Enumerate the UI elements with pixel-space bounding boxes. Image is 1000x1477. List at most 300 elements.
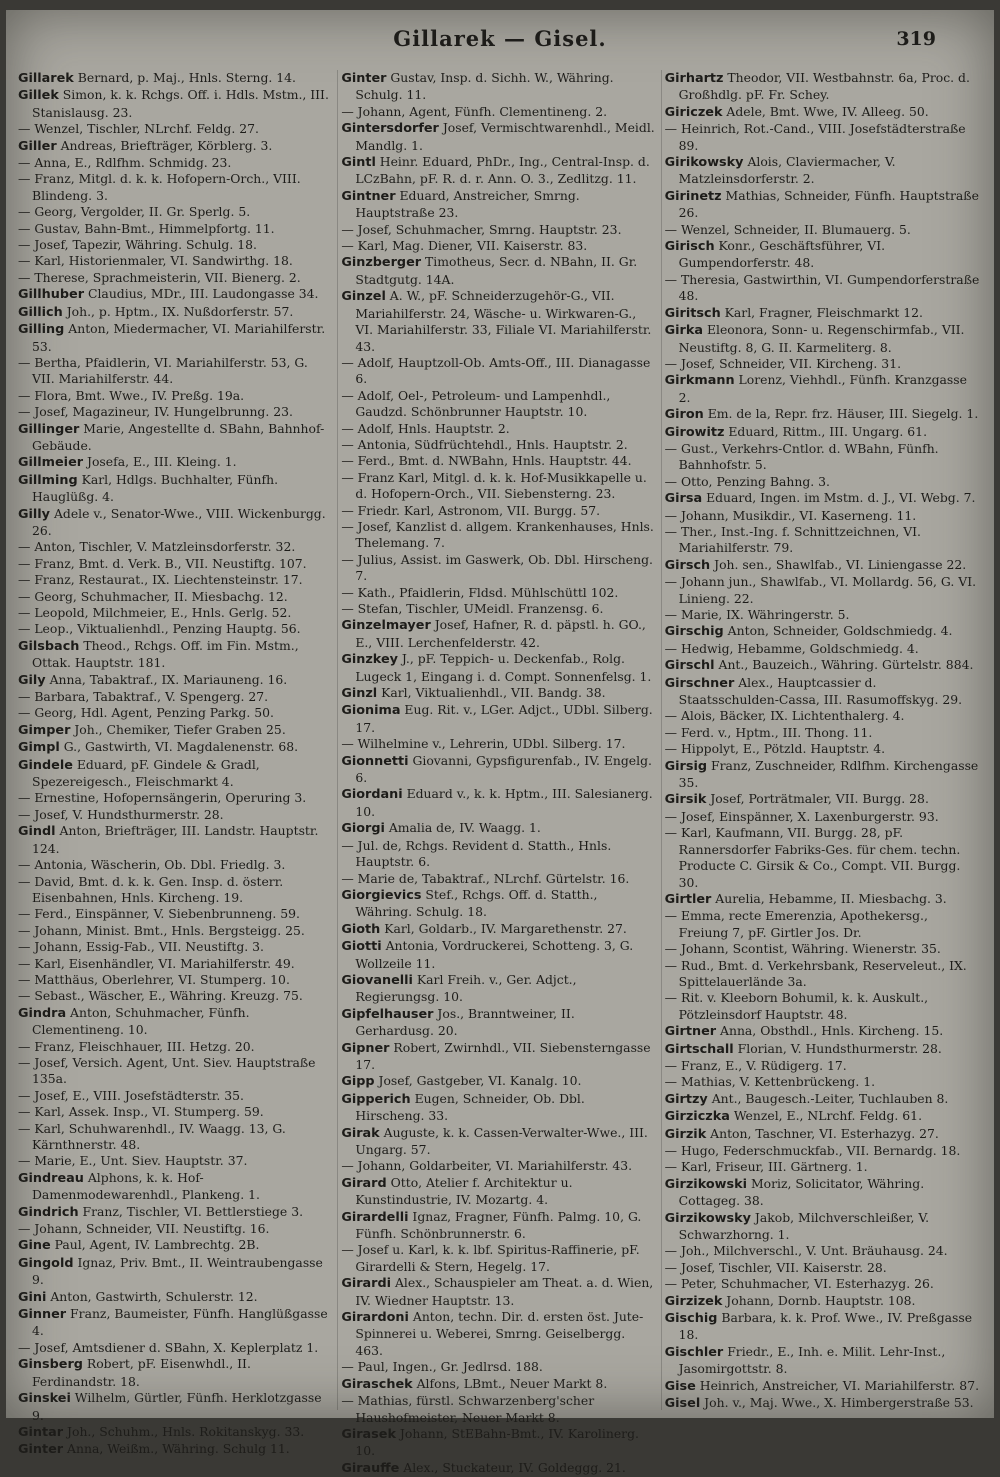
entry-details: Anton, Schneider, Goldschmiedg. 4. <box>723 623 953 639</box>
directory-entry <box>18 1039 333 1055</box>
entry-details: Timotheus, Secr. d. NBahn, II. Gr. Stadtgutg. 14A. <box>355 254 638 287</box>
directory-entry <box>341 871 656 887</box>
entry-surname: Gillming <box>18 472 78 488</box>
entry-surname: Girisch <box>664 239 715 255</box>
entry-details: Anton, techn. Dir. d. ersten öst. Jute-Spinnerei u. Weberei, Smrng. Geiselbergg. 463. <box>355 1309 644 1358</box>
directory-entry <box>341 972 656 1006</box>
entry-details: — Barbara, Tabaktraf., V. Spengerg. 27. <box>18 689 269 705</box>
entry-details: Anna, Weißm., Währing. Schulg 11. <box>63 1441 290 1457</box>
directory-entry <box>18 1306 333 1340</box>
entry-surname: Gilling <box>18 322 65 338</box>
entry-details: — Franz Karl, Mitgl. d. k. k. Hof-Musikkapelle u. d. Hofopern-Orch., VII. Siebensterng. 23. <box>341 469 647 502</box>
entry-details: Alex., Stuckateur, IV. Goldeggg. 21. <box>399 1459 626 1475</box>
entry-surname: Girauffe <box>341 1460 400 1476</box>
directory-entry <box>18 1104 333 1120</box>
directory-entry <box>665 70 980 104</box>
directory-entry <box>665 825 980 891</box>
directory-entry <box>341 1175 656 1209</box>
entry-details: — Julius, Assist. im Gaswerk, Ob. Dbl. Hirscheng. 7. <box>341 551 653 584</box>
entry-details: Anna, Obsthdl., Hnls. Kircheng. 15. <box>716 1023 944 1039</box>
directory-entry <box>665 1276 980 1292</box>
directory-entry <box>341 1242 656 1275</box>
directory-entry <box>341 1125 656 1159</box>
entry-surname: Girkmann <box>664 373 735 389</box>
entry-details: — Stefan, Tischler, UMeidl. Franzensg. 6. <box>341 601 604 616</box>
entry-surname: Gimper <box>18 722 71 738</box>
directory-entry <box>341 254 656 288</box>
entry-details: — Franz, Restaurat., IX. Liechtensteinstr. 17. <box>18 572 303 588</box>
entry-details: — Matthäus, Oberlehrer, VI. Stumperg. 10. <box>18 971 290 987</box>
entry-surname: Giraschek <box>341 1376 413 1392</box>
directory-entry <box>18 539 333 555</box>
directory-entry <box>341 70 656 104</box>
entry-details: Alfons, LBmt., Neuer Markt 8. <box>412 1375 608 1391</box>
entry-surname: Ginzl <box>341 686 378 702</box>
directory-entry <box>665 1310 980 1344</box>
directory-entry <box>665 424 980 441</box>
entry-details: Anton, Miedermacher, VI. Mariahilferstr. 53. <box>32 321 326 354</box>
directory-entry <box>18 689 333 705</box>
entry-details: Adele v., Senator-Wwe., VIII. Wickenburgg. 26. <box>32 505 326 538</box>
entry-surname: Girsa <box>664 491 703 507</box>
entry-surname: Girak <box>341 1125 380 1141</box>
entry-details: Joh., Chemiker, Tiefer Graben 25. <box>70 721 286 737</box>
entry-surname: Gillhuber <box>18 287 85 303</box>
entry-surname: Girschner <box>664 675 735 691</box>
entry-details: — Johann, Scontist, Währing. Wienerstr. 35. <box>664 941 941 957</box>
entry-surname: Girhartz <box>664 71 724 86</box>
entry-details: Friedr., E., Inh. e. Milit. Lehr-Inst., Jasomirgottstr. 8. <box>678 1343 946 1377</box>
directory-entry <box>18 923 333 939</box>
entry-details: Claudius, MDr., III. Laudongasse 34. <box>84 286 319 302</box>
entry-surname: Giorgievics <box>341 887 422 903</box>
entry-details: — Josef, Amtsdiener d. SBahn, X. Keplerplatz 1. <box>18 1339 319 1355</box>
entry-details: Aurelia, Hebamme, II. Miesbachg. 3. <box>711 890 947 906</box>
directory-entry <box>665 1378 980 1395</box>
entry-surname: Girasek <box>341 1426 396 1442</box>
entry-details: Heinr. Eduard, PhDr., Ing., Central-Insp. d. LCzBahn, pF. R. d. r. Ann. O. 3., Zedlitzg. 11. <box>355 154 650 187</box>
entry-surname: Girka <box>664 323 704 339</box>
entry-surname: Giritsch <box>664 305 721 321</box>
entry-surname: Gischig <box>664 1311 718 1327</box>
entry-details: — Johann, Musikdir., VI. Kaserneng. 11. <box>664 507 917 523</box>
directory-entry <box>18 1289 333 1306</box>
entry-details: Theod., Rchgs. Off. im Fin. Mstm., Ottak. Hauptstr. 181. <box>32 637 299 671</box>
directory-entry <box>18 286 333 303</box>
entry-surname: Girardelli <box>341 1209 409 1225</box>
entry-details: — Karl, Kaufmann, VII. Burgg. 28, pF. Rannersdorfer Fabriks-Ges. für chem. techn. Producte C. Girsik & Co., Compt. VII. Burgg. 30. <box>664 825 961 890</box>
entry-surname: Gillarek <box>18 71 74 86</box>
entry-surname: Gindrich <box>18 1204 79 1220</box>
entry-details: — Ferd. v., Hptm., III. Thong. 11. <box>664 724 873 740</box>
directory-entry <box>341 1376 656 1393</box>
directory-entry <box>18 1204 333 1221</box>
entry-details: Karl, Viktualienhdl., VII. Bandg. 38. <box>377 685 606 701</box>
entry-details: Alex., Hauptcassier d. Staatsschulden-Cassa, III. Rasumoffskyg. 29. <box>678 674 963 708</box>
entry-details: — Josef u. Karl, k. k. lbf. Spiritus-Raffinerie, pF. Girardelli & Stern, Hegelg. 17. <box>341 1242 640 1274</box>
entry-details: Josefa, E., III. Kleing. 1. <box>83 454 237 470</box>
entry-details: Heinrich, Anstreicher, VI. Mariahilferstr. 87. <box>695 1377 980 1393</box>
entry-details: — Georg, Hdl. Agent, Penzing Parkg. 50. <box>18 705 274 721</box>
entry-surname: Ginter <box>18 1442 64 1458</box>
directory-entry <box>341 921 656 938</box>
entry-details: Antonia, Vordruckerei, Schotteng. 3, G. Wollzeile 11. <box>355 938 634 971</box>
entry-details: — Karl, Mag. Diener, VII. Kaiserstr. 83. <box>341 238 588 254</box>
entry-details: Josef, Porträtmaler, VII. Burgg. 28. <box>706 791 929 807</box>
entry-details: Simon, k. k. Rchgs. Off. i. Hdls. Mstm., III. Stanislausg. 23. <box>32 87 329 120</box>
directory-entry <box>18 988 333 1004</box>
directory-entry <box>341 1209 656 1243</box>
directory-entry <box>341 552 656 585</box>
entry-surname: Ginsberg <box>18 1357 83 1373</box>
directory-entry <box>18 421 333 455</box>
directory-entry <box>665 104 980 121</box>
entry-surname: Girschl <box>664 658 715 674</box>
entry-details: — Bertha, Pfaidlerin, VI. Mariahilferstr. 53, G. VII. Mariahilferstr. 44. <box>18 354 308 387</box>
directory-entry <box>665 741 980 757</box>
entry-surname: Ginzkey <box>341 652 398 668</box>
entry-surname: Girtschall <box>664 1041 734 1057</box>
entry-details: — Franz, Mitgl. d. k. k. Hofopern-Orch., VIII. Blindeng. 3. <box>18 171 301 203</box>
directory-entry <box>341 820 656 837</box>
entry-details: Eugen, Schneider, Ob. Dbl. Hirscheng. 33. <box>355 1090 585 1124</box>
entry-details: Bernard, p. Maj., Hnls. Sterng. 14. <box>73 70 296 85</box>
directory-entry <box>341 1359 656 1375</box>
entry-details: — Sebast., Wäscher, E., Währing. Kreuzg. 75. <box>18 988 303 1004</box>
directory-entry <box>18 388 333 404</box>
entry-surname: Gischler <box>664 1344 724 1360</box>
entry-details: — Anton, Tischler, V. Matzleinsdorferstr. 32. <box>18 539 296 555</box>
directory-entry <box>18 1088 333 1104</box>
entry-surname: Girsch <box>664 557 711 573</box>
entry-details: — Theresia, Gastwirthin, VI. Gumpendorferstraße 48. <box>664 271 980 304</box>
directory-entry <box>18 621 333 637</box>
entry-details: Josef, Vermischtwarenhdl., Meidl. Mandlg. 1. <box>355 120 655 153</box>
directory-entry <box>665 490 980 507</box>
directory-entry <box>18 1237 333 1254</box>
directory-entry <box>341 1073 656 1090</box>
directory-entry <box>341 1091 656 1125</box>
entry-details: Adele, Bmt. Wwe, IV. Alleeg. 50. <box>722 103 929 119</box>
directory-entry <box>18 739 333 756</box>
entry-details: Anton, Taschner, VI. Esterhazyg. 27. <box>706 1125 939 1141</box>
entry-details: Franz, Baumeister, Fünfh. Hanglüßgasse 4. <box>32 1306 328 1339</box>
entry-details: — Karl, Schuhwarenhdl., IV. Waagg. 13, G. Kärnthnerstr. 48. <box>18 1120 286 1152</box>
directory-entry <box>665 607 980 623</box>
entry-details: — Georg, Schuhmacher, II. Miesbachg. 12. <box>18 588 288 604</box>
directory-entry <box>18 1424 333 1441</box>
entry-surname: Gine <box>18 1238 51 1254</box>
directory-entry <box>665 1395 980 1412</box>
entry-details: Johann, Dornb. Hauptstr. 108. <box>722 1292 916 1308</box>
directory-entry <box>341 838 656 871</box>
entry-details: Joh., p. Hptm., IX. Nußdorferstr. 57. <box>62 303 294 319</box>
entry-surname: Giotti <box>341 939 382 955</box>
directory-entry <box>18 138 333 155</box>
directory-entry <box>341 753 656 787</box>
directory-entry <box>341 585 656 601</box>
directory-entry <box>665 1176 980 1210</box>
entry-surname: Gise <box>664 1378 696 1394</box>
entry-surname: Gindl <box>18 824 56 840</box>
entry-details: — Josef, Einspänner, X. Laxenburgerstr. 93. <box>664 808 939 824</box>
entry-details: Eduard, Rittm., III. Ungarg. 61. <box>724 423 928 439</box>
entry-details: Ignaz, Fragner, Fünfh. Palmg. 10, G. Fünfh. Schönbrunnerstr. 6. <box>355 1208 642 1242</box>
entry-details: — Gust., Verkehrs-Cntlor. d. WBahn, Fünfh. Bahnhofstr. 5. <box>664 440 939 473</box>
directory-entry <box>665 641 980 657</box>
entry-details: Florian, V. Hundsthurmerstr. 28. <box>733 1040 942 1056</box>
directory-entry <box>665 188 980 222</box>
entry-details: — Kath., Pfaidlerin, Fldsd. Mühlschüttl 102. <box>341 584 619 600</box>
directory-entry <box>341 120 656 154</box>
entry-details: Ant., Baugesch.-Leiter, Tuchlauben 8. <box>707 1090 949 1106</box>
directory-columns <box>18 70 980 1476</box>
directory-entry <box>18 672 333 689</box>
directory-entry <box>18 556 333 572</box>
entry-details: Jakob, Milchverschleißer, V. Schwarzhorng. 1. <box>678 1209 930 1243</box>
entry-details: Otto, Atelier f. Architektur u. Kunstindustrie, IV. Mozartg. 4. <box>355 1174 573 1208</box>
entry-surname: Girinetz <box>664 188 722 204</box>
entry-details: — Leopold, Milchmeier, E., Hnls. Gerlg. 52. <box>18 605 292 620</box>
entry-details: — Josef, E., VIII. Josefstädterstr. 35. <box>18 1087 244 1103</box>
entry-details: — Karl, Historienmaler, VI. Sandwirthg. 18. <box>18 253 293 269</box>
entry-surname: Girzizek <box>664 1293 723 1309</box>
entry-surname: Ginskei <box>18 1391 71 1407</box>
entry-surname: Giron <box>664 407 704 423</box>
entry-details: — Antonia, Wäscherin, Ob. Dbl. Friedlg. 3. <box>18 857 286 873</box>
entry-details: Johann, StEBahn-Bmt., IV. Karolinerg. 10. <box>355 1425 639 1459</box>
directory-entry <box>341 188 656 222</box>
entry-details: Alois, Claviermacher, V. Matzleinsdorferstr. 2. <box>678 154 896 187</box>
directory-entry <box>341 651 656 685</box>
directory-entry <box>18 956 333 972</box>
entry-surname: Gionima <box>341 703 401 719</box>
directory-entry <box>665 725 980 741</box>
entry-details: Wenzel, E., NLrchf. Feldg. 61. <box>729 1108 923 1124</box>
entry-details: Anton, Briefträger, III. Landstr. Hauptstr. 124. <box>32 823 319 856</box>
directory-entry <box>18 121 333 137</box>
directory-entry <box>18 1121 333 1154</box>
column-left <box>18 70 333 1458</box>
directory-entry <box>341 1006 656 1040</box>
entry-surname: Gioth <box>341 921 381 937</box>
directory-entry <box>18 87 333 121</box>
directory-page <box>6 10 994 1476</box>
column-middle <box>337 70 656 1476</box>
directory-entry <box>665 1260 980 1276</box>
directory-entry <box>18 454 333 471</box>
directory-entry <box>341 702 656 736</box>
entry-details: — Wenzel, Schneider, II. Blumauerg. 5. <box>664 221 911 237</box>
entry-details: — Paul, Ingen., Gr. Jedlrsd. 188. <box>341 1359 543 1375</box>
entry-details: — Hedwig, Hebamme, Goldschmiedg. 4. <box>664 640 919 656</box>
directory-entry <box>18 823 333 857</box>
directory-entry <box>665 1126 980 1143</box>
entry-details: Lorenz, Viehhdl., Fünfh. Kranzgasse 2. <box>678 372 967 405</box>
entry-surname: Gillmeier <box>18 455 84 471</box>
entry-details: Jos., Branntweiner, II. Gerhardusg. 20. <box>355 1005 575 1039</box>
entry-details: Franz, Tischler, VI. Bettlerstiege 3. <box>78 1203 304 1219</box>
entry-details: — Anna, E., Rdlfhm. Schmidg. 23. <box>18 155 232 171</box>
entry-surname: Girziczka <box>664 1109 730 1125</box>
directory-entry <box>18 1390 333 1424</box>
entry-details: — Rud., Bmt. d. Verkehrsbank, Reserveleut., IX. Spittelauerlände 3a. <box>664 957 967 989</box>
entry-surname: Girzikowsky <box>664 1210 751 1226</box>
entry-surname: Girsik <box>664 792 707 808</box>
entry-surname: Gipfelhauser <box>341 1006 434 1022</box>
directory-entry <box>665 222 980 238</box>
entry-details: — Ferd., Bmt. d. NWBahn, Hnls. Hauptstr. 44. <box>341 453 632 469</box>
entry-details: — Johann jun., Shawlfab., VI. Mollardg. 56, G. VI. Linieng. 22. <box>664 574 977 606</box>
entry-surname: Gipperich <box>341 1091 411 1107</box>
directory-entry <box>18 972 333 988</box>
entry-details: Karl Freih. v., Ger. Adjct., Regierungsg. 10. <box>355 971 577 1005</box>
entry-details: Karl, Fragner, Fleischmarkt 12. <box>720 304 923 320</box>
directory-entry <box>18 355 333 388</box>
entry-details: — Karl, Friseur, III. Gärtnerg. 1. <box>664 1159 868 1175</box>
entry-surname: Girardoni <box>341 1310 409 1326</box>
directory-entry <box>18 506 333 540</box>
entry-details: — Alois, Bäcker, IX. Lichtenthalerg. 4. <box>664 708 905 724</box>
entry-details: Joh., Schuhm., Hnls. Rokitanskyg. 33. <box>63 1423 305 1439</box>
entry-details: Mathias, Schneider, Fünfh. Hauptstraße 26. <box>678 187 979 221</box>
directory-entry <box>341 685 656 702</box>
directory-entry <box>665 1143 980 1159</box>
directory-entry <box>665 154 980 188</box>
entry-details: — Otto, Penzing Bahng. 3. <box>664 473 830 489</box>
entry-details: — Mathias, fürstl. Schwarzenberg'scher Haushofmeister, Neuer Markt 8. <box>341 1393 595 1425</box>
directory-entry <box>665 1091 980 1108</box>
directory-entry <box>341 887 656 921</box>
directory-entry <box>665 1074 980 1090</box>
directory-entry <box>665 1041 980 1058</box>
directory-entry <box>18 605 333 621</box>
directory-entry <box>341 1460 656 1477</box>
directory-entry <box>341 421 656 437</box>
entry-details: — Georg, Vergolder, II. Gr. Sperlg. 5. <box>18 204 251 220</box>
entry-surname: Giordani <box>341 787 403 803</box>
entry-details: — Leop., Viktualienhdl., Penzing Hauptg. 56. <box>18 621 301 637</box>
entry-surname: Gillinger <box>18 421 80 437</box>
directory-entry <box>18 221 333 237</box>
entry-details: Eduard, Ingen. im Mstm. d. J., VI. Webg. 7. <box>702 490 976 506</box>
directory-entry <box>665 574 980 607</box>
entry-details: — Heinrich, Rot.-Cand., VIII. Josefstädterstraße 89. <box>664 121 966 153</box>
entry-details: — Hippolyt, E., Pötzld. Hauptstr. 4. <box>664 741 886 757</box>
directory-entry <box>665 990 980 1023</box>
directory-entry <box>341 238 656 254</box>
directory-entry <box>18 807 333 823</box>
entry-details: — Friedr. Karl, Astronom, VII. Burgg. 57. <box>341 502 601 518</box>
entry-details: Ignaz, Priv. Bmt., II. Weintraubengasse 9. <box>32 1254 323 1288</box>
entry-details: — Josef, Versich. Agent, Unt. Siev. Hauptstraße 135a. <box>18 1054 316 1087</box>
directory-entry <box>665 356 980 372</box>
entry-details: Robert, pF. Eisenwhdl., II. Ferdinandstr. 18. <box>32 1356 251 1389</box>
directory-entry <box>18 1170 333 1204</box>
entry-surname: Girzikowski <box>664 1176 747 1192</box>
directory-entry <box>18 321 333 355</box>
entry-details: — Adolf, Oel-, Petroleum- und Lampenhdl., Gaudzd. Schönbrunner Hauptstr. 10. <box>341 387 611 420</box>
directory-entry <box>665 1023 980 1040</box>
directory-entry <box>341 1309 656 1359</box>
entry-details: — Josef, V. Hundsthurmerstr. 28. <box>18 806 224 822</box>
directory-entry <box>341 1426 656 1460</box>
directory-entry <box>18 1356 333 1390</box>
entry-details: Theodor, VII. Westbahnstr. 6a, Proc. d. Großhdlg. pF. Fr. Schey. <box>678 70 970 103</box>
entry-surname: Ginner <box>18 1307 67 1323</box>
entry-details: — Franz, Bmt. d. Verk. B., VII. Neustiftg. 107. <box>18 555 307 571</box>
entry-details: Gustav, Insp. d. Sichh. W., Währing. Schulg. 11. <box>355 70 614 103</box>
entry-details: G., Gastwirth, VI. Magdalenenstr. 68. <box>59 739 299 755</box>
entry-details: — Johann, Agent, Fünfh. Clementineng. 2. <box>341 103 608 119</box>
entry-surname: Gimpl <box>18 740 60 756</box>
entry-details: Konr., Geschäftsführer, VI. Gumpendorferstr. 48. <box>678 238 886 271</box>
entry-details: — Emma, recte Emerenzia, Apothekersg., Freiung 7, pF. Girtler Jos. Dr. <box>664 908 928 940</box>
directory-entry <box>18 70 333 87</box>
directory-entry <box>665 708 980 724</box>
directory-entry <box>341 1393 656 1426</box>
entry-details: Anton, Schuhmacher, Fünfh. Clementineng. 10. <box>32 1004 250 1038</box>
directory-entry <box>18 1153 333 1169</box>
directory-entry <box>18 1221 333 1237</box>
directory-entry <box>341 786 656 820</box>
entry-details: Moriz, Solicitator, Währing. Cottageg. 38. <box>678 1175 925 1209</box>
entry-details: Auguste, k. k. Cassen-Verwalter-Wwe., III. Ungarg. 57. <box>355 1124 648 1157</box>
entry-surname: Gilly <box>18 506 51 522</box>
directory-entry <box>665 524 980 557</box>
entry-surname: Gillek <box>18 88 59 104</box>
directory-entry <box>341 104 656 120</box>
entry-details: Karl, Hdlgs. Buchhalter, Fünfh. Hauglüßg. 4. <box>32 471 279 505</box>
entry-details: Eduard, Anstreicher, Smrng. Hauptstraße 23. <box>355 187 580 221</box>
entry-surname: Gisel <box>664 1396 701 1412</box>
directory-entry <box>18 722 333 739</box>
directory-entry <box>665 121 980 154</box>
entry-details: A. W., pF. Schneiderzugehör-G., VII. Mariahilferstr. 24, Wäsche- u. Wirkwaren-G., VI. Mariahilferstr. 33, Filiale VI. Mariahilferstr. 43. <box>355 288 652 354</box>
directory-entry <box>18 874 333 907</box>
directory-entry <box>18 155 333 171</box>
entry-surname: Gingold <box>18 1255 74 1271</box>
directory-entry <box>18 939 333 955</box>
entry-details: — Wenzel, Tischler, NLrchf. Feldg. 27. <box>18 121 259 137</box>
directory-entry <box>18 790 333 806</box>
entry-details: Ant., Bauzeich., Währing. Gürtelstr. 884. <box>714 657 974 673</box>
entry-details: Franz, Zuschneider, Rdlfhm. Kirchengasse 35. <box>678 757 979 791</box>
directory-entry <box>665 322 980 356</box>
directory-entry <box>341 519 656 552</box>
entry-details: Stef., Rchgs. Off. d. Statth., Währing. Schulg. 18. <box>355 886 598 920</box>
entry-surname: Girtzy <box>664 1091 708 1107</box>
directory-entry <box>18 1340 333 1356</box>
directory-entry <box>18 171 333 204</box>
directory-entry <box>341 437 656 453</box>
entry-details: Josef, Gastgeber, VI. Kanalg. 10. <box>374 1073 582 1089</box>
entry-details: — Therese, Sprachmeisterin, VII. Bienerg. 2. <box>18 269 301 285</box>
entry-details: — Josef, Magazineur, IV. Hungelbrunng. 23. <box>18 404 293 420</box>
directory-entry <box>341 388 656 421</box>
directory-entry <box>18 1055 333 1088</box>
entry-details: — Marie, IX. Währingerstr. 5. <box>664 607 850 622</box>
directory-entry <box>665 406 980 423</box>
entry-details: Em. de la, Repr. frz. Häuser, III. Siegelg. 1. <box>703 406 979 422</box>
directory-entry <box>18 1441 333 1458</box>
directory-entry <box>665 1344 980 1378</box>
entry-surname: Ginzberger <box>341 255 422 271</box>
entry-details: Josef, Hafner, R. d. päpstl. h. GO., E., VIII. Lerchenfelderstr. 42. <box>355 617 646 650</box>
directory-entry <box>665 1243 980 1259</box>
entry-surname: Girzik <box>664 1126 707 1142</box>
entry-details: — Flora, Bmt. Wwe., IV. Preßg. 19a. <box>18 387 245 403</box>
